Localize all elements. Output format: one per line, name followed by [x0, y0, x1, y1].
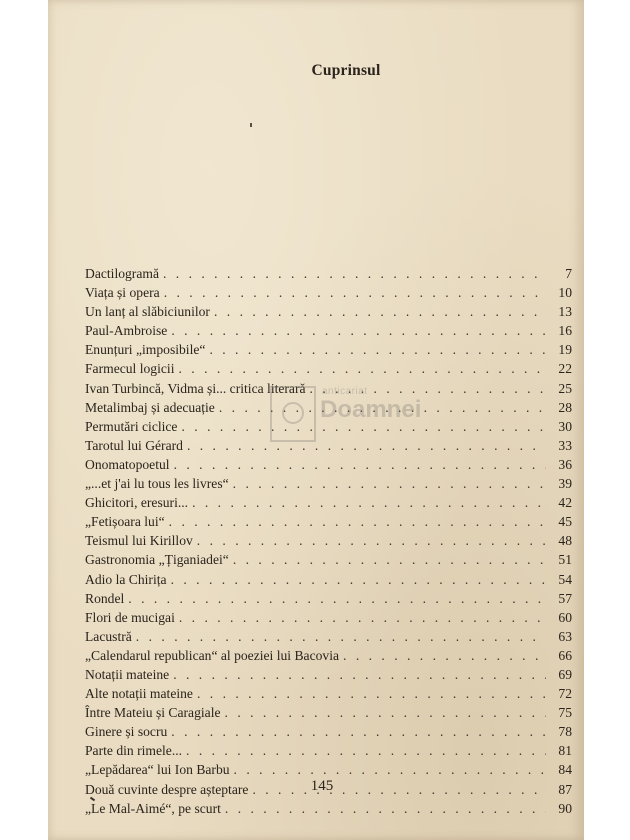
toc-entry-page: 60	[558, 609, 572, 625]
toc-leader-dots	[197, 684, 546, 703]
toc-leader-dots	[233, 550, 546, 569]
toc-leader-dots	[234, 760, 546, 779]
toc-entry-title: Două cuvinte despre așteptare	[85, 781, 249, 797]
toc-leader-dots	[171, 722, 546, 741]
toc-entry-page: 22	[558, 361, 572, 377]
toc-entry	[85, 379, 572, 398]
toc-entry-page: 72	[558, 686, 572, 702]
toc-entry-page: 78	[558, 724, 572, 740]
toc-leader-dots	[181, 417, 546, 436]
toc-entry-page: 33	[558, 437, 572, 453]
toc-entry	[85, 302, 572, 321]
toc-leader-dots	[310, 379, 546, 398]
toc-entry	[85, 722, 572, 741]
toc-entry-title: „Fetișoara lui“	[85, 514, 165, 530]
toc-entry	[85, 398, 572, 417]
toc-entry	[85, 665, 572, 684]
toc-entry-page: 57	[558, 590, 572, 606]
toc-entry	[85, 799, 572, 818]
toc-entry-title: Adio la Chirița	[85, 571, 167, 587]
toc-leader-dots	[171, 570, 546, 589]
toc-entry	[85, 589, 572, 608]
toc-entry-title: Viața și opera	[85, 285, 160, 301]
toc-leader-dots	[192, 493, 546, 512]
toc-entry-title: Dactilogramă	[85, 266, 159, 281]
toc-entry-title: Enunțuri „imposibile“	[85, 342, 206, 358]
toc-entry	[85, 684, 572, 703]
toc-leader-dots	[219, 398, 546, 417]
toc-leader-dots	[164, 283, 546, 302]
toc-entry	[85, 436, 572, 455]
toc-entry-page: 81	[558, 743, 572, 759]
toc-leader-dots	[214, 302, 546, 321]
toc-entry-page: 54	[558, 571, 572, 587]
toc-entry-page: 75	[558, 705, 572, 721]
toc-entry-title: Tarotul lui Gérard	[85, 437, 183, 453]
toc-leader-dots	[179, 608, 546, 627]
toc-leader-dots	[136, 627, 546, 646]
toc-entry	[85, 264, 572, 283]
toc-leader-dots	[128, 589, 546, 608]
toc-entry	[85, 283, 572, 302]
toc-entry-page: 36	[558, 456, 572, 472]
toc-entry-title: Farmecul logicii	[85, 361, 175, 377]
toc-leader-dots	[174, 455, 546, 474]
toc-entry-title: „Le Mal-Aimé“, pe scurt	[85, 800, 221, 816]
toc-leader-dots	[225, 799, 546, 818]
toc-entry	[85, 493, 572, 512]
toc-entry-title: „Calendarul republican“ al poeziei lui Bacovia	[85, 647, 340, 663]
toc-entry-title: Paul-Ambroise	[85, 323, 168, 339]
toc-entry-title: Metalimbaj și adecuație	[85, 399, 215, 415]
toc-entry-title: Un lanț al slăbiciunilor	[85, 304, 210, 320]
toc-entry-page: 10	[558, 285, 572, 301]
toc-entry-title: Alte notații mateine	[85, 686, 193, 702]
toc-entry	[85, 321, 572, 340]
page-number: 145	[310, 778, 334, 794]
toc-entry-title: „Lepădarea“ lui Ion Barbu	[85, 762, 230, 778]
toc-entry	[85, 474, 572, 493]
toc-leader-dots	[225, 703, 546, 722]
toc-entry-page: 45	[558, 514, 572, 530]
toc-entry-title: „...et j'ai lu tous les livres“	[85, 476, 229, 492]
page-title: Cuprinsul	[311, 62, 381, 79]
toc-entry	[85, 627, 572, 646]
toc-leader-dots	[186, 741, 546, 760]
toc-leader-dots	[233, 474, 546, 493]
toc-entry-page: 51	[558, 552, 572, 568]
toc-entry-page: 28	[558, 399, 572, 415]
toc-entry	[85, 359, 572, 378]
toc-entry-page: 42	[558, 495, 572, 511]
toc-entry-title: Onomatopoetul	[85, 456, 170, 472]
toc-entry-title: Teismul lui Kirillov	[85, 533, 193, 549]
toc-entry-page: 30	[558, 418, 572, 434]
toc-entry	[85, 512, 572, 531]
toc-entry-page: 19	[558, 342, 572, 358]
toc-entry	[85, 417, 572, 436]
toc-entry	[85, 570, 572, 589]
toc-entry	[85, 531, 572, 550]
toc-entry-title: Ivan Turbincă, Vidma și... critica literară	[85, 380, 306, 396]
toc-entry-title: Flori de mucigai	[85, 609, 175, 625]
toc-entry-page: 90	[558, 800, 572, 816]
toc-leader-dots	[343, 646, 546, 665]
toc-entry	[85, 741, 572, 760]
toc-entry-title: Gastronomia „Țiganiadei“	[85, 552, 229, 568]
toc-entry-page: 39	[558, 476, 572, 492]
toc-entry-title: Lacustră	[85, 628, 132, 644]
toc-entry-page: 13	[558, 304, 572, 320]
book-page	[48, 0, 584, 840]
toc-entry-page: 69	[558, 666, 572, 682]
toc-entry-page: 63	[558, 628, 572, 644]
toc-entry	[85, 455, 572, 474]
toc-leader-dots	[178, 359, 546, 378]
toc-entry-title: Permutări ciclice	[85, 418, 178, 434]
toc-leader-dots	[209, 340, 546, 359]
toc-entry	[85, 646, 572, 665]
toc-entry-page: 16	[558, 323, 572, 339]
table-of-contents	[85, 264, 572, 818]
ink-speck	[250, 123, 252, 127]
toc-entry	[85, 760, 572, 779]
toc-entry-page: 84	[558, 762, 572, 778]
toc-entry-page: 66	[558, 647, 572, 663]
toc-entry-page: 7	[565, 266, 572, 281]
toc-entry-title: Parte din rimele...	[85, 743, 183, 759]
toc-entry-title: Notații mateine	[85, 666, 170, 682]
toc-entry-page: 48	[558, 533, 572, 549]
toc-entry	[85, 550, 572, 569]
toc-entry-title: Ginere și socru	[85, 724, 168, 740]
toc-entry	[85, 608, 572, 627]
watermark-subtitle: anticariat	[322, 386, 368, 397]
watermark-brand: Doamnei	[320, 396, 422, 423]
toc-entry-title: Între Mateiu și Caragiale	[85, 705, 221, 721]
toc-entry-title: Ghicitori, eresuri...	[85, 495, 189, 511]
toc-leader-dots	[197, 531, 546, 550]
toc-entry-title: Rondel	[85, 590, 125, 606]
toc-leader-dots	[169, 512, 546, 531]
toc-entry	[85, 340, 572, 359]
toc-leader-dots	[187, 436, 546, 455]
toc-leader-dots	[163, 264, 546, 283]
toc-leader-dots	[171, 321, 546, 340]
toc-entry-page: 25	[558, 380, 572, 396]
toc-entry-page: 87	[558, 781, 572, 797]
toc-entry	[85, 703, 572, 722]
toc-leader-dots	[173, 665, 546, 684]
